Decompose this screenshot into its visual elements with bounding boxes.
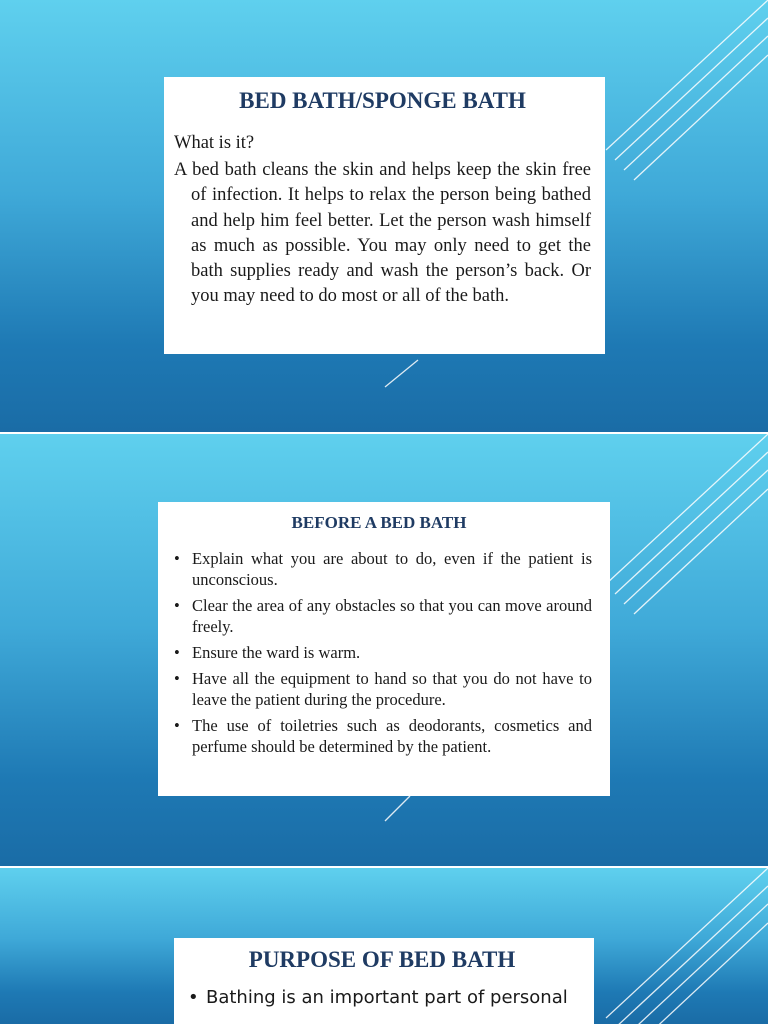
list-item: • Have all the equipment to hand so that you do not have to leave the patient during the procedure. <box>166 668 592 710</box>
slide-3 <box>0 868 768 1024</box>
slide-3-bullet-list <box>180 986 584 1010</box>
slide-1-intro: What is it? <box>174 133 255 153</box>
slide-2-card <box>158 502 610 796</box>
slide-3-title: PURPOSE OF BED BATH <box>248 947 516 972</box>
list-item: • Bathing is an important part of personal <box>180 986 584 1010</box>
slide-1-card <box>164 77 605 354</box>
list-item: • The use of toiletries such as deodorants, cosmetics and perfume should be determined by the patient. <box>166 715 592 757</box>
list-item: • Explain what you are about to do, even if the patient is unconscious. <box>166 548 592 590</box>
slide-2-title: BEFORE A BED BATH <box>291 513 467 532</box>
slide-2 <box>0 434 768 866</box>
slide-1 <box>0 0 768 432</box>
slide-3-card <box>174 938 594 1024</box>
slide-2-bullet-list <box>166 548 592 757</box>
slide-1-paragraph: A bed bath cleans the skin and helps keep the skin free of infection. It helps to relax the person being bathed and help him feel better. Let the person wash himself as much as possible. You may only need to get the bath supplies ready and wash the person’s back. Or you may need to do most or all of the bath. <box>174 160 591 307</box>
slide-1-title: BED BATH/SPONGE BATH <box>239 88 526 113</box>
list-item: • Clear the area of any obstacles so that you can move around freely. <box>166 595 592 637</box>
list-item: • Ensure the ward is warm. <box>166 642 592 663</box>
